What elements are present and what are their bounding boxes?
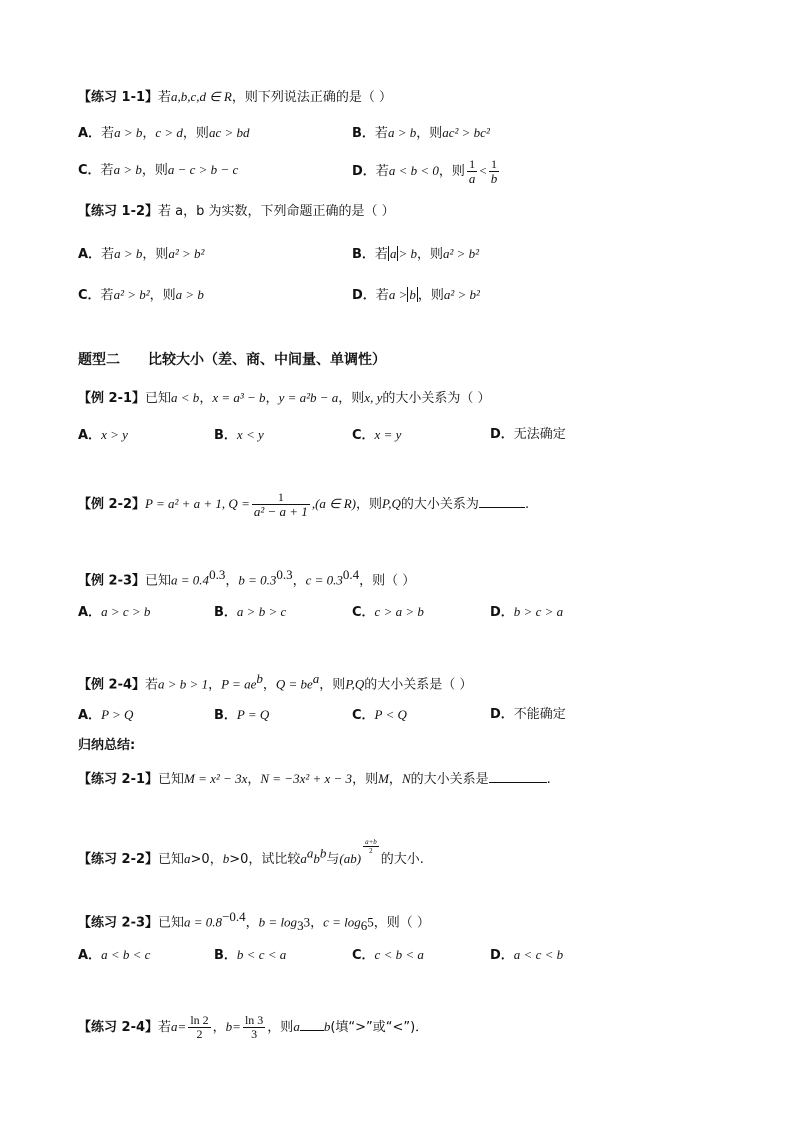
option-text: ，则	[149, 288, 176, 303]
option-label: B．	[352, 126, 375, 141]
answer-blank[interactable]	[300, 1018, 324, 1031]
option-text: ，则	[182, 126, 209, 141]
math-expr: a > b	[387, 125, 417, 140]
math-expr: <	[479, 163, 487, 178]
math-expr: P,Q	[382, 496, 401, 511]
math-expr: a² > b²	[443, 287, 480, 302]
exponent: −0.4	[222, 909, 246, 924]
stem-text: 若 a，b 为实数，下列命题正确的是（ ）	[158, 204, 395, 219]
stem-text: ，则	[356, 497, 383, 512]
exponent: 0.3	[276, 567, 293, 582]
stem-text: ，	[212, 1020, 226, 1035]
option-a	[78, 706, 133, 725]
option-text: ，则	[142, 247, 169, 262]
option-b	[352, 245, 479, 264]
option-label: B．	[214, 708, 237, 723]
math-expr: b = log	[258, 914, 298, 930]
option-label: D．	[490, 605, 514, 620]
math-expr: ,(a ∈ R)	[311, 496, 356, 511]
question-tag: 【例 2-3】	[78, 573, 146, 589]
option-text: 若	[101, 247, 115, 262]
math-expr: ac² > bc²	[442, 125, 490, 140]
stem-text: >0，	[190, 852, 223, 867]
stem-text: ，	[265, 391, 279, 406]
math-expr: a < b < 0	[388, 163, 439, 178]
fraction: $\frac{1}{b}$	[490, 157, 498, 186]
subscript: 3	[297, 917, 304, 933]
fraction: $\frac{1}{\text{a² − a + 1}}$	[253, 490, 308, 519]
math-expr: a < b	[171, 390, 200, 405]
stem-text: .	[524, 497, 530, 512]
math-expr: a	[184, 851, 191, 866]
option-text: ，则	[438, 164, 465, 179]
option-label: D．	[490, 707, 514, 722]
math-expr: a > b > 1	[158, 676, 209, 692]
option-d	[352, 158, 501, 185]
stem-text: ，则（ ）	[359, 573, 416, 589]
math-expr: x, y	[364, 390, 383, 405]
option-b	[214, 946, 286, 965]
option-b	[214, 706, 269, 725]
question-2-4-stem	[78, 1014, 428, 1041]
option-label: B．	[214, 428, 237, 443]
math-expr: P > Q	[101, 707, 134, 722]
stem-text: ，则	[319, 677, 346, 693]
exponent: b	[256, 671, 263, 686]
question-tag: 【练习 2-2】	[78, 852, 159, 867]
option-d	[490, 946, 563, 965]
option-d	[490, 426, 566, 444]
math-expr: b < c < a	[236, 947, 287, 962]
option-text: ，则	[417, 288, 444, 303]
stem-text: ，	[262, 677, 276, 693]
option-label: D．	[352, 288, 376, 303]
math-expr: a² > b²	[168, 246, 205, 261]
exponent: b	[319, 845, 327, 861]
math-expr: 3	[303, 914, 311, 930]
option-c	[78, 161, 238, 180]
stem-text: ，	[310, 915, 324, 931]
option-label: D．	[352, 164, 376, 179]
option-label: A．	[78, 428, 102, 443]
math-expr: 5	[367, 914, 374, 930]
stem-text: .	[546, 772, 551, 787]
math-expr: (ab)	[339, 851, 362, 866]
option-b	[214, 426, 264, 445]
stem-text: ，则（ ）	[373, 915, 430, 931]
example-2-2-stem	[78, 491, 529, 518]
summary-heading: 归纳总结:	[78, 738, 136, 753]
option-c	[78, 286, 204, 305]
option-label: C．	[78, 288, 101, 303]
question-tag: 【例 2-1】	[78, 391, 146, 406]
stem-text: ，	[245, 915, 259, 931]
question-tag: 【例 2-4】	[78, 677, 146, 693]
math-expr: c < b < a	[374, 947, 424, 962]
question-tag: 【练习 1-1】	[78, 90, 159, 105]
stem-text: ，则	[352, 772, 379, 787]
math-expr: > b	[398, 246, 417, 261]
fraction: $\frac{1}{a}$	[468, 157, 476, 186]
option-b	[352, 124, 490, 143]
math-expr: a < c < b	[513, 947, 564, 962]
math-expr: c > a > b	[374, 604, 424, 619]
math-expr: P = ae	[221, 676, 257, 692]
stem-text: 与	[326, 852, 340, 867]
fraction: $\frac{\ln 3}{3}$	[244, 1013, 264, 1041]
option-label: C．	[78, 163, 101, 178]
option-a	[78, 946, 150, 965]
stem-text: 已知	[145, 391, 172, 406]
math-expr: b	[409, 287, 416, 302]
option-label: A．	[78, 605, 102, 620]
option-text: 若	[374, 247, 388, 262]
stem-text: ，则	[338, 391, 365, 406]
math-expr: N = −3x² + x − 3	[260, 771, 353, 786]
math-expr: b > c > a	[513, 604, 564, 619]
math-expr: a	[300, 851, 307, 866]
stem-text: 若	[158, 1020, 172, 1035]
math-expr: x = y	[374, 427, 402, 442]
math-expr: P = a² + a + 1, Q =	[145, 496, 250, 511]
option-label: A．	[78, 948, 102, 963]
option-label: C．	[352, 708, 375, 723]
option-text: 若	[101, 126, 115, 141]
stem-text: ，	[292, 573, 306, 589]
stem-text: 若	[145, 677, 159, 693]
math-expr: a > b > c	[236, 604, 287, 619]
math-expr: N	[401, 771, 411, 786]
option-text: 无法确定	[513, 427, 566, 442]
option-d	[352, 286, 480, 305]
stem-text: ，	[388, 772, 402, 787]
stem-text: 若	[158, 90, 172, 105]
math-expr: a	[293, 1019, 300, 1034]
stem-text: 已知	[158, 772, 185, 787]
option-label: A．	[78, 126, 102, 141]
stem-text: 已知	[158, 852, 185, 867]
option-a	[78, 426, 128, 445]
option-b	[214, 603, 286, 622]
option-text: 若	[375, 288, 389, 303]
option-c	[352, 706, 407, 725]
answer-blank[interactable]	[479, 495, 525, 508]
math-expr: x = a³ − b	[212, 390, 266, 405]
stem-text: ，则下列说法正确的是（ ）	[231, 90, 392, 105]
math-expr: a = 0.4	[171, 572, 210, 588]
option-label: D．	[490, 948, 514, 963]
math-expr: a > c > b	[101, 604, 151, 619]
option-label: D．	[490, 427, 514, 442]
question-1-2-stem	[78, 203, 395, 221]
example-2-4-stem	[78, 670, 472, 694]
question-tag: 【练习 2-4】	[78, 1020, 159, 1035]
exponent: 0.3	[209, 567, 226, 582]
option-label: C．	[352, 428, 375, 443]
answer-blank[interactable]	[489, 770, 547, 783]
stem-text: ，	[208, 677, 222, 693]
fraction: $\frac{\ln 2}{2}$	[190, 1013, 209, 1041]
stem-text: >0，试比较	[229, 852, 301, 867]
math-expr: a < b < c	[101, 947, 151, 962]
math-expr: a=	[171, 1019, 187, 1034]
option-label: A．	[78, 708, 102, 723]
math-expr: x < y	[236, 427, 264, 442]
option-text: 若	[375, 164, 389, 179]
math-expr: a,b,c,d ∈ R	[171, 89, 232, 104]
option-text: ，则	[141, 163, 168, 178]
section-title: 题型二 比较大小（差、商、中间量、单调性）	[78, 352, 386, 368]
option-label: A．	[78, 247, 102, 262]
math-expr: b	[323, 1019, 331, 1034]
math-expr: M = x² − 3x	[184, 771, 248, 786]
fraction-exponent: $\frac{a+b}{2}$	[365, 838, 377, 855]
option-text: 不能确定	[513, 707, 566, 722]
option-a	[78, 245, 204, 264]
option-text: ，	[142, 126, 156, 141]
math-expr: c = log	[323, 914, 361, 930]
math-expr: P < Q	[374, 707, 407, 722]
stem-text: 的大小关系是（ ）	[364, 677, 473, 693]
math-expr: a = 0.8	[184, 914, 223, 930]
question-tag: 【练习 1-2】	[78, 204, 159, 219]
stem-text: 的大小关系为	[400, 497, 479, 512]
question-tag: 【例 2-2】	[78, 497, 146, 512]
math-expr: a > b	[113, 162, 142, 177]
stem-text: 的大小关系是	[410, 772, 489, 787]
stem-text: ，	[199, 391, 213, 406]
stem-text: 的大小.	[380, 852, 424, 867]
option-d	[490, 706, 566, 724]
stem-text: (填“>”或“<”)．	[330, 1020, 429, 1035]
math-expr: ac > bd	[208, 125, 250, 140]
stem-text: 已知	[158, 915, 185, 931]
math-expr: M	[378, 771, 389, 786]
option-text: 若	[100, 163, 114, 178]
option-a	[78, 124, 249, 143]
example-2-3-stem	[78, 566, 415, 590]
stem-text: 的大小关系为（ ）	[382, 391, 491, 406]
question-2-3-stem	[78, 908, 430, 935]
option-c	[352, 946, 424, 965]
option-c	[352, 603, 424, 622]
option-label: C．	[352, 605, 375, 620]
option-text: ，则	[416, 247, 443, 262]
math-expr: c = 0.3	[305, 572, 343, 588]
math-expr: a >	[388, 287, 408, 302]
question-2-2-stem	[78, 838, 424, 869]
option-label: C．	[352, 948, 375, 963]
option-label: B．	[352, 247, 375, 262]
math-expr: P,Q	[345, 676, 365, 692]
math-expr: a² > b²	[442, 246, 480, 261]
math-expr: b = 0.3	[238, 572, 277, 588]
option-text: 若	[374, 126, 388, 141]
exponent: a	[306, 845, 314, 861]
option-c	[352, 426, 401, 445]
option-text: 若	[100, 288, 114, 303]
subscript: 6	[360, 917, 368, 933]
option-a	[78, 603, 150, 622]
exponent: 0.4	[342, 567, 360, 582]
math-expr: a > b	[114, 246, 143, 261]
option-text: ，则	[416, 126, 443, 141]
math-expr: a > b	[175, 287, 204, 302]
math-expr: a	[389, 246, 397, 261]
math-expr: b	[313, 851, 320, 866]
math-expr: Q = be	[275, 676, 313, 692]
example-2-1-stem	[78, 389, 490, 408]
question-tag: 【练习 2-3】	[78, 915, 159, 931]
option-d	[490, 603, 563, 622]
question-1-1-stem	[78, 88, 392, 107]
stem-text: 已知	[145, 573, 172, 589]
math-expr: P = Q	[236, 707, 270, 722]
math-expr: b=	[225, 1019, 241, 1034]
math-expr: a > b	[114, 125, 143, 140]
math-expr: b	[222, 851, 230, 866]
math-expr: x > y	[101, 427, 128, 442]
math-expr: a² > b²	[113, 287, 150, 302]
question-tag: 【练习 2-1】	[78, 772, 159, 787]
stem-text: ，则	[267, 1020, 294, 1035]
option-label: B．	[214, 948, 237, 963]
stem-text: ，	[225, 573, 239, 589]
math-expr: c > d	[155, 125, 183, 140]
question-2-1-stem	[78, 770, 551, 789]
exponent: a	[312, 671, 320, 686]
option-label: B．	[214, 605, 237, 620]
stem-text: ，	[247, 772, 261, 787]
math-expr: y = a²b − a	[278, 390, 339, 405]
math-expr: a − c > b − c	[167, 162, 239, 177]
